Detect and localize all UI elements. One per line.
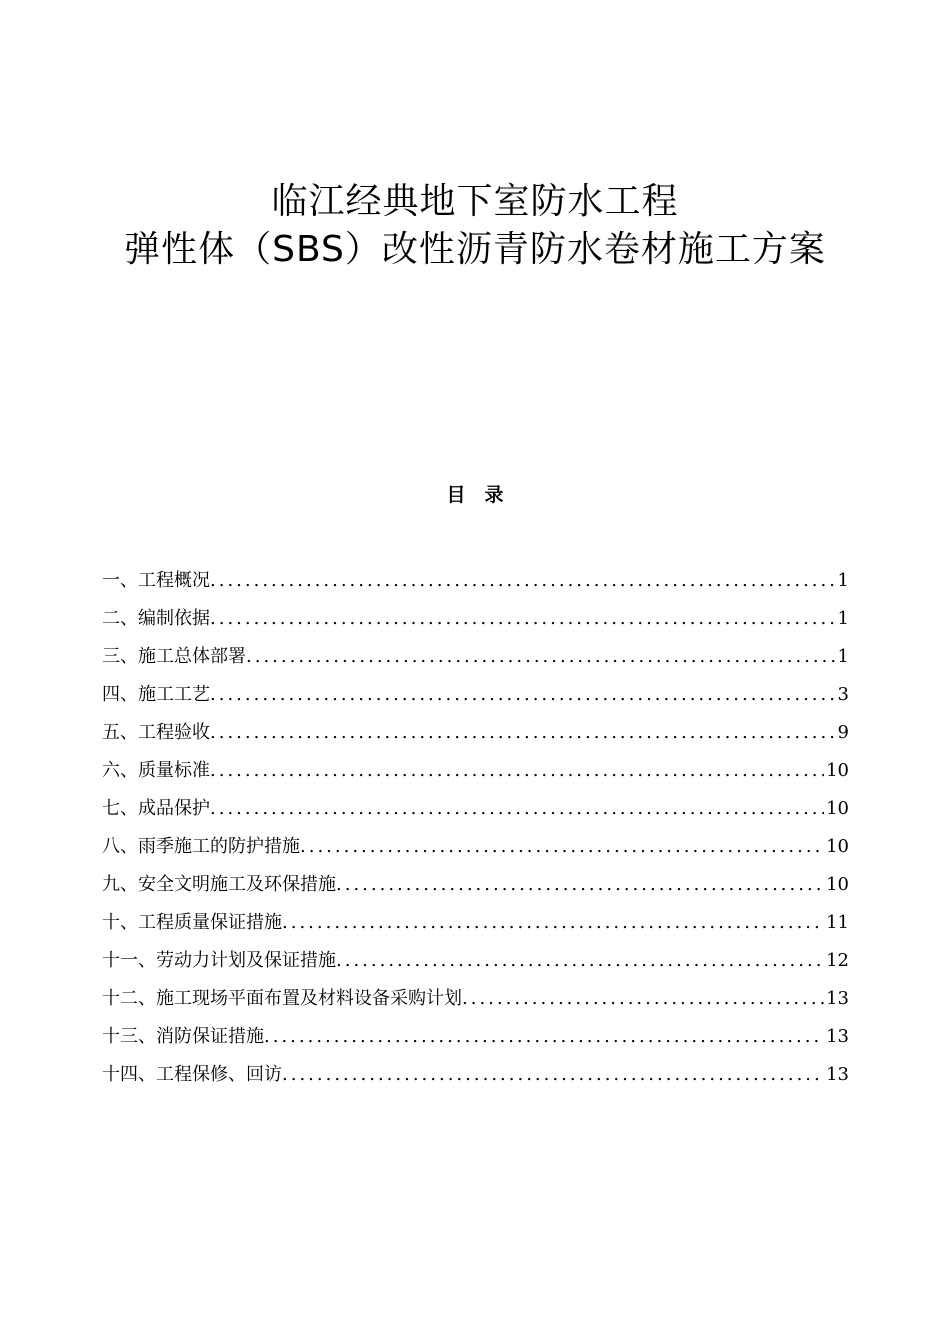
- toc-entry-label: 三、施工总体部署: [102, 646, 246, 667]
- toc-entry-page: 13: [826, 988, 849, 1009]
- toc-entry[interactable]: [102, 720, 849, 758]
- toc-entry-label: 七、成品保护: [102, 798, 210, 819]
- toc-dot-leader: [462, 986, 824, 1012]
- toc-entry-page: 13: [826, 1064, 849, 1085]
- toc-entry-label: 五、工程验收: [102, 722, 210, 743]
- toc-entry-label: 一、工程概况: [102, 570, 210, 591]
- toc-entry-label: 六、质量标准: [102, 760, 210, 781]
- toc-entry-label: 十四、工程保修、回访: [102, 1064, 282, 1085]
- toc-entry-page: 13: [826, 1026, 849, 1047]
- table-of-contents: [102, 568, 849, 1100]
- toc-entry-label: 二、编制依据: [102, 608, 210, 629]
- toc-entry[interactable]: [102, 1062, 849, 1100]
- toc-dot-leader: [264, 1024, 824, 1050]
- toc-entry-page: 9: [837, 722, 849, 743]
- toc-entry-label: 四、施工工艺: [102, 684, 210, 705]
- toc-entry[interactable]: [102, 834, 849, 872]
- toc-entry[interactable]: [102, 948, 849, 986]
- toc-entry-page: 3: [837, 684, 849, 705]
- toc-entry[interactable]: [102, 910, 849, 948]
- toc-entry-page: 10: [826, 760, 849, 781]
- toc-entry[interactable]: [102, 568, 849, 606]
- toc-dot-leader: [282, 1062, 824, 1088]
- toc-entry[interactable]: [102, 606, 849, 644]
- toc-entry-page: 10: [826, 798, 849, 819]
- toc-dot-leader: [300, 834, 824, 860]
- toc-entry-page: 1: [837, 608, 849, 629]
- toc-entry-label: 十一、劳动力计划及保证措施: [102, 950, 336, 971]
- toc-entry[interactable]: [102, 872, 849, 910]
- toc-entry-label: 九、安全文明施工及环保措施: [102, 874, 336, 895]
- toc-dot-leader: [210, 758, 824, 784]
- toc-entry-page: 10: [826, 874, 849, 895]
- toc-dot-leader: [210, 720, 836, 746]
- toc-entry-label: 十二、施工现场平面布置及材料设备采购计划: [102, 988, 462, 1009]
- toc-entry-page: 10: [826, 836, 849, 857]
- toc-dot-leader: [210, 682, 836, 708]
- toc-entry-page: 1: [837, 646, 849, 667]
- toc-entry[interactable]: [102, 1024, 849, 1062]
- toc-dot-leader: [282, 910, 824, 936]
- toc-entry[interactable]: [102, 644, 849, 682]
- toc-entry[interactable]: [102, 682, 849, 720]
- toc-entry-label: 十、工程质量保证措施: [102, 912, 282, 933]
- toc-entry[interactable]: [102, 758, 849, 796]
- title-line-1: 临江经典地下室防水工程: [271, 181, 679, 222]
- document-title: [0, 178, 950, 274]
- toc-entry[interactable]: [102, 986, 849, 1024]
- toc-entry[interactable]: [102, 796, 849, 834]
- toc-entry-label: 八、雨季施工的防护措施: [102, 836, 300, 857]
- toc-dot-leader: [210, 606, 836, 632]
- toc-entry-page: 11: [826, 912, 849, 933]
- toc-dot-leader: [336, 948, 824, 974]
- toc-dot-leader: [336, 872, 824, 898]
- toc-dot-leader: [210, 796, 824, 822]
- toc-dot-leader: [210, 568, 836, 594]
- toc-heading: 目 录: [446, 484, 504, 506]
- toc-entry-label: 十三、消防保证措施: [102, 1026, 264, 1047]
- toc-entry-page: 12: [826, 950, 849, 971]
- title-line-2: 弹性体（SBS）改性沥青防水卷材施工方案: [124, 229, 826, 270]
- toc-dot-leader: [246, 644, 836, 670]
- toc-entry-page: 1: [837, 570, 849, 591]
